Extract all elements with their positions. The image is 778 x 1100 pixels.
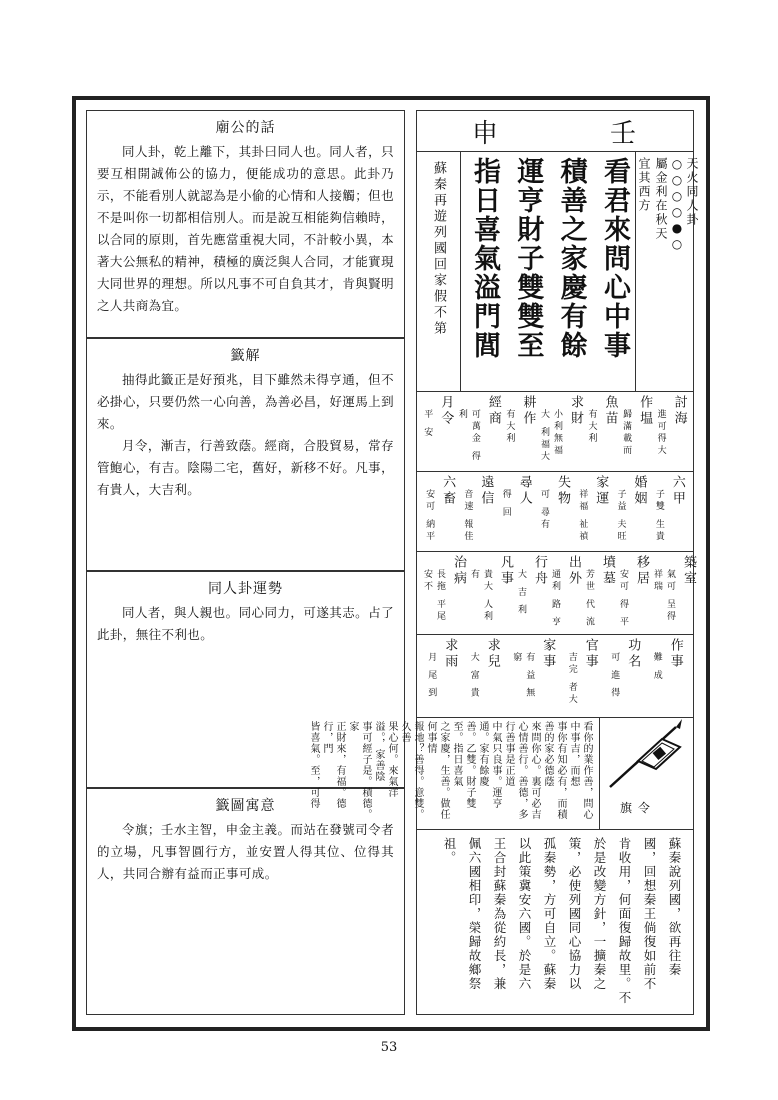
grid-cell: 魚苗 有大利 bbox=[586, 395, 618, 445]
grid-cell: 求兒 大 富 貴 bbox=[468, 638, 500, 700]
poem-line-4: 指日喜氣溢門閭 bbox=[469, 157, 500, 360]
right-column bbox=[308, 110, 699, 1015]
fortune-text: 同人者，與人親也。同心同力，可遂其志。占了此卦，無往不利也。 bbox=[97, 605, 394, 642]
poem-block bbox=[417, 151, 699, 392]
grid-cell: 出外 通利 路 亨 bbox=[550, 555, 581, 629]
grid-cell: 求財 小利無福大 利福大 bbox=[538, 395, 583, 463]
story-line: 以此策冀安六國。於是六 bbox=[517, 837, 532, 991]
story-line: 國，回想秦王倘復如前不 bbox=[642, 837, 657, 991]
grid-cell: 移居 安可 得 平 bbox=[618, 555, 649, 629]
grid-cell: 求雨 月 尾 到 bbox=[426, 638, 458, 700]
story-title: 蘇秦再遊列國回家假不第 bbox=[431, 161, 446, 337]
interpretation-line: 中氣只良事。運亨通。家有餘慶 bbox=[477, 721, 501, 809]
grid-cell: 治病 長拖 平尾 安不 bbox=[422, 555, 466, 623]
interpretation-line: 果心何。來氣洋溢。，家善陰 bbox=[373, 721, 397, 798]
interpretation-text bbox=[308, 717, 600, 829]
hexagram-attribute: 屬金利在秋天 bbox=[654, 157, 668, 241]
temple-words-text: 同人卦，乾上離下，其卦曰同人也。同人者，只要互相開誠佈公的協力，便能成功的意思。此卦乃示，不能看別人就認為是小偷的心情和人接觸；但也不是叫你一切都相信別人。而是說互相能夠信賴時，以合同的原則，首先應當重視大同，不計較小異，本著大公無私的精神，積極的廣泛與人合同，才能實現大同世界的理想。所以凡事不可自負其才，肯與賢明之人共商為宜。 bbox=[97, 144, 394, 313]
grid-cell: 凡事 貴大 人利 有 bbox=[469, 555, 513, 623]
story-line: 孤秦勢，方可自立。蘇秦 bbox=[542, 837, 557, 991]
grid-cell: 經商 可萬金 得利 bbox=[456, 395, 501, 463]
matters-grid-1 bbox=[417, 391, 693, 472]
grid-cell: 討海 進可得大 bbox=[655, 395, 687, 457]
lot-explanation-title: 籤解 bbox=[230, 348, 261, 364]
story-line: 策，必使列國同心協力以 bbox=[567, 837, 582, 991]
story-text bbox=[417, 829, 693, 1016]
temple-words-section bbox=[86, 110, 405, 338]
interpretation-line: 事你有知必有，而積善的家必德蔭 bbox=[542, 721, 566, 820]
lot-picture-meaning-text: 令旗；壬水主智，申金主義。而站在發號司令者的立場，凡事智圓行方，並安置人得其位、位得其人，共同合辦有益而正事可成。 bbox=[97, 822, 394, 881]
lot-title-row bbox=[417, 111, 693, 152]
grid-cell: 功名 可 進 得 bbox=[609, 638, 641, 700]
interpretation-line: 報地？善得。意雙。久善 bbox=[399, 721, 423, 820]
grid-cell: 作事 難 成 bbox=[651, 638, 683, 682]
hexagram-marks: ○○○○●○ bbox=[670, 157, 684, 253]
grid-cell: 失物 可 尋有 bbox=[538, 475, 570, 531]
story-line: 佩六國相印，榮歸故鄉祭 bbox=[467, 837, 482, 991]
story-title-cell bbox=[417, 151, 461, 391]
hexagram-name: 天火同人卦 bbox=[685, 157, 699, 227]
grid-cell: 婚姻 子益 夫旺 bbox=[615, 475, 647, 543]
grid-cell: 官事 吉完 者大 bbox=[566, 638, 598, 706]
grid-cell: 月令 平 安 bbox=[422, 395, 454, 439]
title-char-right: 壬 bbox=[609, 118, 638, 149]
interpretation-line: 皆喜氣。至，可得 bbox=[308, 721, 319, 809]
grid-cell: 作塭 歸滿載而 bbox=[621, 395, 653, 457]
lot-explanation-p1: 抽得此籤正是好預兆，目下雖然未得亨通，但不必掛心，只要仍然一心向善，為善必昌，好運馬上到來。 bbox=[97, 372, 394, 431]
poem-line-1: 看君來問心中事 bbox=[598, 157, 630, 360]
grid-cell: 家事 有 益 無 窮 bbox=[511, 638, 556, 700]
grid-cell: 行舟 大 吉 利 bbox=[516, 555, 547, 617]
interpretation-line: 正財來，有福。德行，門 bbox=[321, 721, 345, 809]
command-flag-icon bbox=[598, 717, 693, 797]
grid-cell: 六甲 子雙 生貴 bbox=[653, 475, 685, 543]
left-column bbox=[86, 110, 405, 1015]
story-line: 王合封蘇秦為從約長，兼 bbox=[492, 837, 507, 991]
interpretation-line: 看你的業作善，問心中事吉，而想 bbox=[568, 721, 592, 820]
page-frame bbox=[72, 96, 710, 1031]
grid-cell: 六畜 安可 納平 bbox=[424, 475, 456, 543]
grid-cell: 尋人 得 回 bbox=[500, 475, 532, 519]
story-line: 蘇秦說列國，欲再往秦 bbox=[667, 837, 682, 977]
page-number: 53 bbox=[380, 1040, 398, 1055]
hexagram-direction: 宜其西方 bbox=[637, 157, 651, 213]
interpretation-block bbox=[308, 717, 693, 830]
lot-explanation-section bbox=[86, 338, 405, 571]
grid-cell: 遠信 音速 報佳 bbox=[462, 475, 494, 543]
lot-picture-meaning-title: 籤圖寓意 bbox=[215, 798, 276, 814]
command-flag-illustration bbox=[598, 717, 693, 829]
poem-line-2: 積善之家慶有餘 bbox=[555, 157, 587, 360]
interpretation-line: 善。乙雙。財子雙至。指日喜氣 bbox=[451, 721, 475, 809]
title-char-left: 申 bbox=[471, 118, 500, 149]
flag-label: 旗令 bbox=[620, 801, 657, 815]
grid-cell: 墳墓 芳世 代 流 bbox=[584, 555, 615, 629]
matters-grid-4 bbox=[417, 634, 693, 718]
temple-words-title: 廟公的話 bbox=[215, 120, 276, 136]
interpretation-line: 來問你心。裏可必吉 bbox=[529, 721, 540, 820]
grid-cell: 築室 氣可 呈得 祥瑞 bbox=[652, 555, 696, 623]
lot-explanation-p2: 月令，漸吉，行善致蔭。經商，合股貿易，常存管鮑心，有吉。陰陽二宅，舊好，新移不好。凡事，有貴人，大吉利。 bbox=[97, 438, 394, 497]
fortune-title: 同人卦運勢 bbox=[208, 581, 283, 597]
story-line: 祖。 bbox=[442, 837, 457, 865]
story-line: 肯收用，何面復歸故里。不 bbox=[617, 837, 632, 1005]
grid-cell: 家運 祥福 祉禎 bbox=[577, 475, 609, 543]
poem-line-3: 運亨財子雙雙至 bbox=[512, 157, 544, 360]
poem-lines bbox=[465, 157, 633, 385]
interpretation-line: 心情善行。善德，多行善事是正道 bbox=[503, 721, 527, 820]
hexagram-info bbox=[635, 151, 699, 391]
grid-cell: 耕作 有大利 bbox=[504, 395, 536, 445]
matters-grid-3 bbox=[417, 551, 696, 635]
interpretation-line: 之家慶，生善。做任何事情 bbox=[425, 721, 449, 820]
story-line: 於是改變方針，一擴秦之 bbox=[592, 837, 607, 991]
matters-grid-2 bbox=[417, 471, 693, 552]
interpretation-line: 事可經子是。積德。家 bbox=[347, 721, 371, 820]
